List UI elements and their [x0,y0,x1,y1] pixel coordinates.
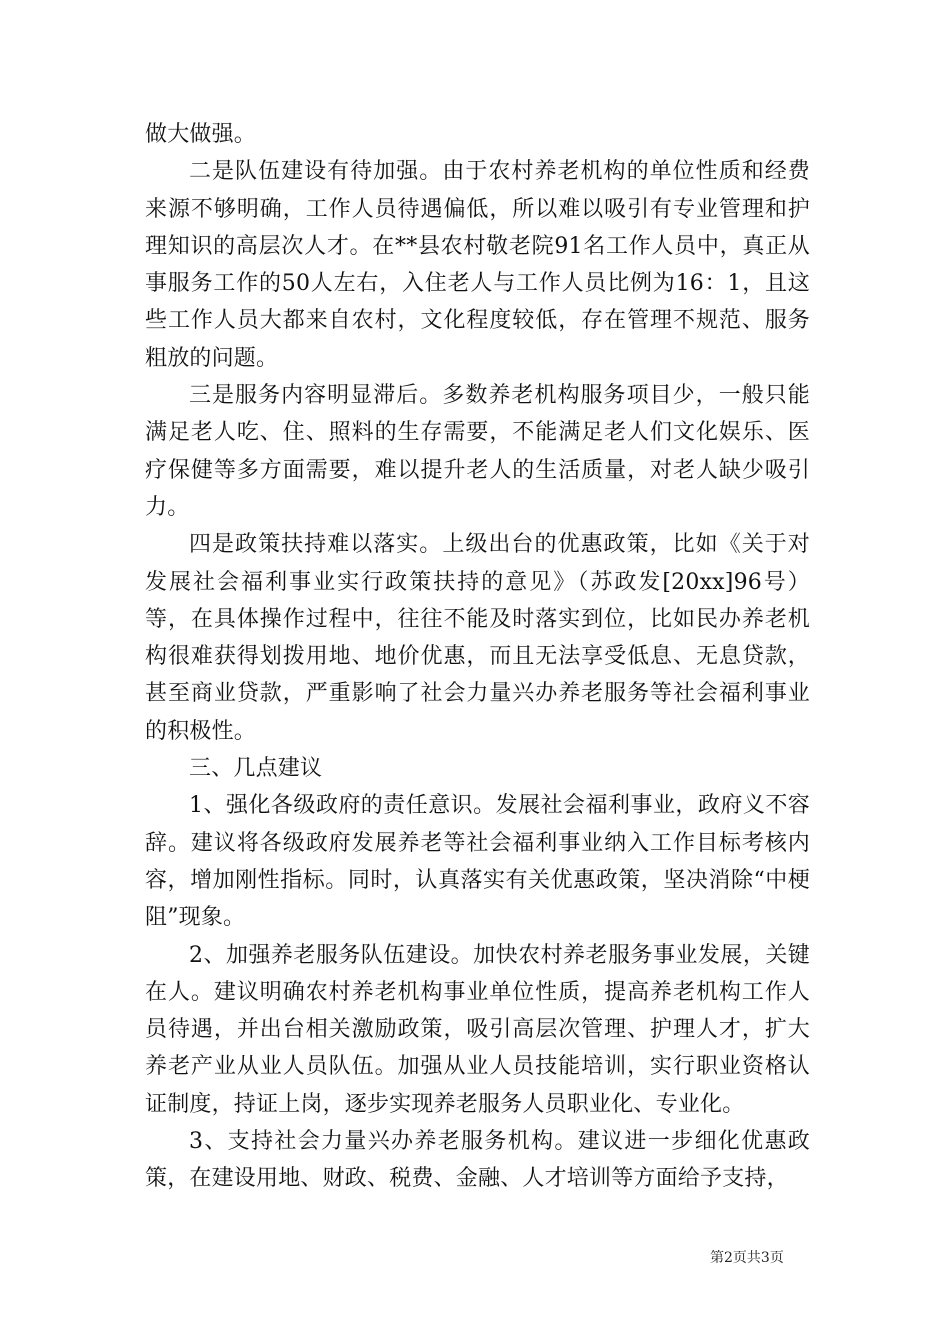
paragraph-suggestion-1: 1、强化各级政府的责任意识。发展社会福利事业，政府义不容辞。建议将各级政府发展养老等社会福利事业纳入工作目标考核内容，增加刚性指标。同时，认真落实有关优惠政策，坚决消除“中梗阻”现象。 [145,793,810,931]
paragraph-continuation: 做大做强。 [145,122,257,147]
paragraph-suggestion-3: 3、支持社会力量兴办养老服务机构。建议进一步细化优惠政策，在建设用地、财政、税费、金融、人才培训等方面给予支持， [145,1129,810,1192]
paragraph-service-content: 三是服务内容明显滞后。多数养老机构服务项目少，一般只能满足老人吃、住、照料的生存需要，不能满足老人们文化娱乐、医疗保健等多方面需要，难以提升老人的生活质量，对老人缺少吸引力。 [145,383,810,520]
document-body [145,116,810,1198]
paragraph-team-building: 二是队伍建设有待加强。由于农村养老机构的单位性质和经费来源不够明确，工作人员待遇偏低，所以难以吸引有专业管理和护理知识的高层次人才。在**县农村敬老院91名工作人员中，真正从事服务工作的50人左右，入住老人与工作人员比例为16：1，且这些工作人员大都来自农村，文化程度较低，存在管理不规范、服务粗放的问题。 [145,159,810,371]
page-number-footer: 第2页共3页 [710,1250,784,1266]
paragraph-suggestion-2: 2、加强养老服务队伍建设。加快农村养老服务事业发展，关键在人。建议明确农村养老机构事业单位性质，提高养老机构工作人员待遇，并出台相关激励政策，吸引高层次管理、护理人才，扩大养老产业从业人员队伍。加强从业人员技能培训，实行职业资格认证制度，持证上岗，逐步实现养老服务人员职业化、专业化。 [145,942,810,1117]
section-heading-suggestions: 三、几点建议 [189,756,323,782]
paragraph-policy-support: 四是政策扶持难以落实。上级出台的优惠政策，比如《关于对发展社会福利事业实行政策扶持的意见》（苏政发[20xx]96号）等，在具体操作过程中，往往不能及时落实到位，比如民办养老机构很难获得划拨用地、地价优惠，而且无法享受低息、无息贷款，甚至商业贷款，严重影响了社会力量兴办养老服务等社会福利事业的积极性。 [145,532,810,744]
